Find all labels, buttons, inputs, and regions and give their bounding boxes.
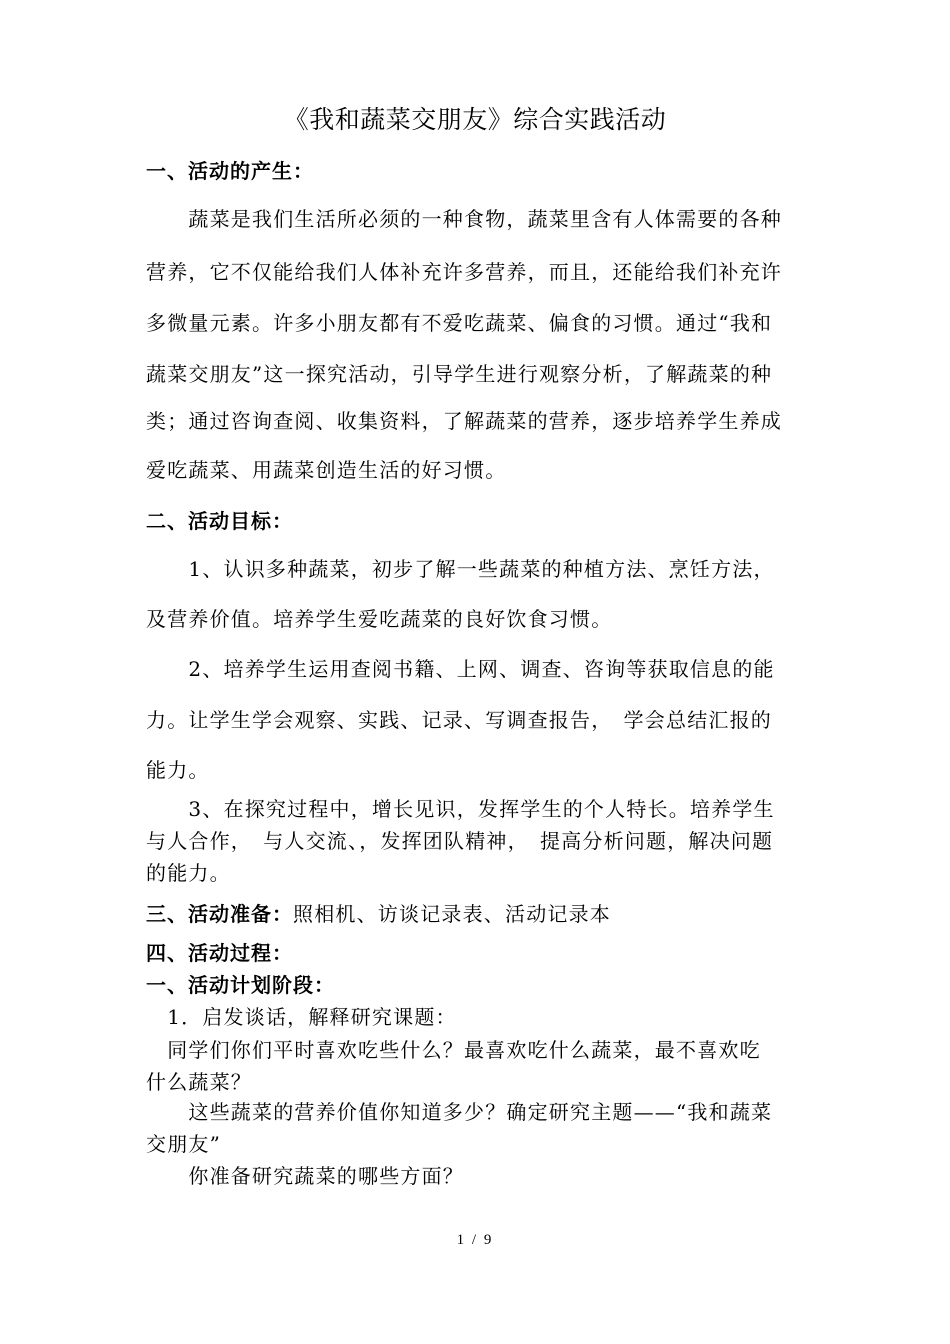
section-heading-process: 四、活动过程：	[146, 941, 293, 965]
process-line: 什么蔬菜？	[146, 1070, 252, 1094]
process-line: 同学们你们平时喜欢吃些什么？最喜欢吃什么蔬菜，最不喜欢吃	[146, 1038, 761, 1062]
document-title: 《我和蔬菜交朋友》综合实践活动	[283, 105, 667, 134]
process-line: 这些蔬菜的营养价值你知道多少？确定研究主题——“我和蔬菜	[146, 1100, 773, 1124]
process-line: 交朋友”	[146, 1132, 222, 1156]
process-line: 1．启发谈话，解释研究课题：	[146, 1005, 457, 1029]
goal-line: 1、认识多种蔬菜，初步了解一些蔬菜的种植方法、烹饪方法，	[146, 557, 775, 581]
goal-line: 力。让学生学会观察、实践、记录、写调查报告， 学会总结汇报的	[146, 708, 772, 732]
page-number: 1 / 9	[456, 1232, 494, 1248]
subsection-heading-plan: 一、活动计划阶段：	[146, 973, 335, 997]
section-heading-origin: 一、活动的产生：	[146, 159, 314, 183]
goal-line: 能力。	[146, 758, 210, 782]
paragraph-line: 蔬菜是我们生活所必须的一种食物，蔬菜里含有人体需要的各种	[146, 207, 782, 231]
section-preparation	[146, 899, 826, 929]
goal-line: 及营养价值。培养学生爱吃蔬菜的良好饮食习惯。	[146, 607, 613, 631]
preparation-items: 照相机、访谈记录表、活动记录本	[293, 902, 611, 926]
process-line: 你准备研究蔬菜的哪些方面？	[146, 1164, 464, 1188]
section-heading-goals: 二、活动目标：	[146, 509, 293, 533]
paragraph-line: 爱吃蔬菜、用蔬菜创造生活的好习惯。	[146, 458, 507, 482]
section-heading-preparation: 三、活动准备：	[146, 902, 293, 926]
goal-line: 2、培养学生运用查阅书籍、上网、调查、咨询等获取信息的能	[146, 657, 775, 681]
goal-line: 与人合作， 与人交流、，发挥团队精神， 提高分析问题，解决问题	[146, 829, 774, 853]
paragraph-line: 类；通过咨询查阅、收集资料，了解蔬菜的营养，逐步培养学生养成	[146, 409, 782, 433]
goal-line: 的能力。	[146, 861, 231, 885]
paragraph-line: 蔬菜交朋友”这一探究活动，引导学生进行观察分析，了解蔬菜的种	[146, 362, 773, 386]
goal-line: 3、在探究过程中，增长见识，发挥学生的个人特长。培养学生	[146, 797, 775, 821]
paragraph-line: 营养，它不仅能给我们人体补充许多营养，而且，还能给我们补充许	[146, 260, 782, 284]
paragraph-line: 多微量元素。许多小朋友都有不爱吃蔬菜、偏食的习惯。通过“我和	[146, 311, 773, 335]
